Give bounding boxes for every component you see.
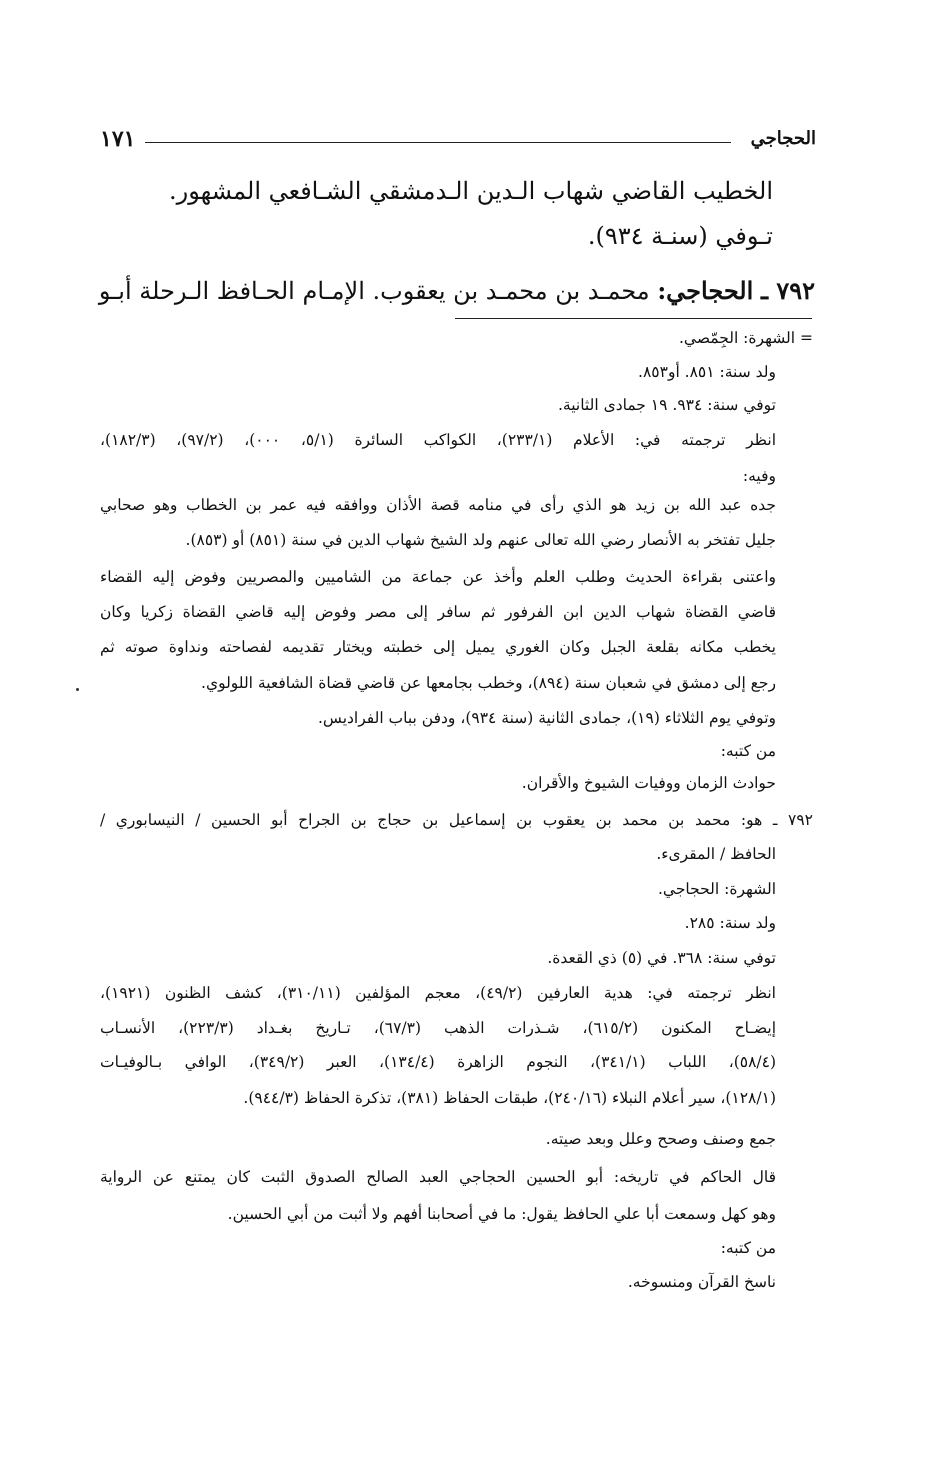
footnote-a-line-6: جده عبد الله بن زيد هو الذي رأى في منامه قصة الأذان ووافقه فيه عمر بن الخطاب وهو صحابي — [100, 496, 776, 514]
entry-heading — [98, 276, 815, 306]
footnote-a-line-11: رجع إلى دمشق في شعبان سنة (٨٩٤)، وخطب بجامعها عن قاضي قضاة الشافعية اللولوي. — [201, 674, 776, 692]
entry-number: ٧٩٢ ـ — [760, 276, 815, 305]
stray-mark — [76, 688, 79, 691]
footnote-a-line-2: ولد سنة: ٨٥١. أو٨٥٣. — [638, 363, 776, 381]
footnote-a-line-12: وتوفي يوم الثلاثاء (١٩)، جمادى الثانية (سنة ٩٣٤)، ودفن بباب الفراديس. — [318, 709, 776, 727]
footnote-separator — [455, 318, 812, 319]
footnote-b-line-5: توفي سنة: ٣٦٨. في (٥) ذي القعدة. — [547, 949, 776, 967]
footnote-b-line-13: من كتبه: — [720, 1239, 776, 1257]
prev-entry-line-2: تـوفي (سنـة ٩٣٤). — [587, 222, 773, 250]
footnote-b-line-7: إيضـاح المكنون (٦١٥/٢)، شـذرات الذهب (٦٧/٣)، تـاريخ بغـداد (٢٢٣/٣)، الأنسـاب — [100, 1019, 777, 1037]
footnote-a-line-10: يخطب مكانه بقلعة الجبل وكان الغوري يميل إلى خطبته ويختار تقديمه لفصاحته ونداوة صوته ثم — [100, 638, 776, 656]
footnote-b-line-14: ناسخ القرآن ومنسوخه. — [627, 1273, 776, 1291]
footnote-b-line-2: الحافظ / المقرىء. — [656, 845, 776, 863]
footnote-a-line-7: جليل تفتخر به الأنصار رضي الله تعالى عنهم ولد الشيخ شهاب الدين في سنة (٨٥١) أو (٨٥٣). — [185, 531, 776, 549]
footnote-b-line-4: ولد سنة: ٢٨٥. — [684, 914, 776, 932]
prev-entry-line-1: الخطيب القاضي شهاب الـدين الـدمشقي الشـافعي المشهور. — [169, 177, 773, 205]
footnote-b-line-12: وهو كهل وسمعت أبا علي الحافظ يقول: ما في أصحابنا أفهم ولا أثبت من أبي الحسين. — [227, 1205, 776, 1223]
page-number: ١٧١ — [100, 126, 136, 152]
entry-text: محمـد بن محمـد بن يعقوب. الإمـام الحـافظ الـرحلة أبـو — [98, 277, 650, 305]
footnote-a-line-14: حوادث الزمان ووفيات الشيوخ والأقران. — [521, 774, 776, 792]
footnote-a-line-13: من كتبه: — [720, 742, 776, 760]
footnote-b-line-9: (١٢٨/١)، سير أعلام النبلاء (٢٤٠/١٦)، طبقات الحفاظ (٣٨١)، تذكرة الحفاظ (٩٤٤/٣). — [243, 1089, 776, 1107]
footnote-b-line-11: قال الحاكم في تاريخه: أبو الحسين الحجاجي العبد الصالح الصدوق الثبت كان يمتنع عن الرواية — [100, 1168, 776, 1186]
footnote-b-line-3: الشهرة: الحجاجي. — [657, 880, 776, 898]
footnote-a-line-4: انظر ترجمته في: الأعلام (٢٣٣/١)، الكواكب السائرة (٥/١، ٠٠٠)، (٩٧/٢)، (١٨٢/٣)، — [100, 431, 776, 449]
running-title: الحجاجي — [750, 128, 816, 149]
running-header — [100, 128, 816, 158]
footnote-b-line-10: جمع وصنف وصحح وعلل وبعد صيته. — [545, 1130, 776, 1148]
footnote-a-line-9: قاضي القضاة شهاب الدين ابن الفرفور ثم سافر إلى مصر وفوض إليه قاضي القضاة زكريا وكان — [100, 603, 776, 621]
footnote-a-line-8: واعتنى بقراءة الحديث وطلب العلم وأخذ عن جماعة من الشاميين والمصريين وفوض إليه القضاء — [100, 568, 776, 586]
footnote-b-line-1: ٧٩٢ ـ هو: محمد بن محمد بن يعقوب بن إسماعيل بن حجاج بن الجراح أبو الحسين / النيسابوري / — [100, 811, 813, 829]
footnote-a-line-3: توفي سنة: ٩٣٤. ١٩ جمادى الثانية. — [557, 396, 776, 414]
entry-name: الحجاجي: — [657, 276, 754, 305]
footnote-b-line-8: (٥٨/٤)، اللباب (٣٤١/١)، النجوم الزاهرة (١٣٤/٤)، العبر (٣٤٩/٢)، الوافي بـالوفيـات — [100, 1053, 777, 1071]
footnote-a-line-1: = الشهرة: الجِمّصي. — [678, 329, 813, 347]
footnote-b-line-6: انظر ترجمته في: هدية العارفين (٤٩/٢)، معجم المؤلفين (٣١٠/١١)، كشف الظنون (١٩٢١)، — [100, 984, 776, 1002]
header-rule — [145, 142, 731, 143]
footnote-a-line-5: وفيه: — [742, 467, 776, 485]
